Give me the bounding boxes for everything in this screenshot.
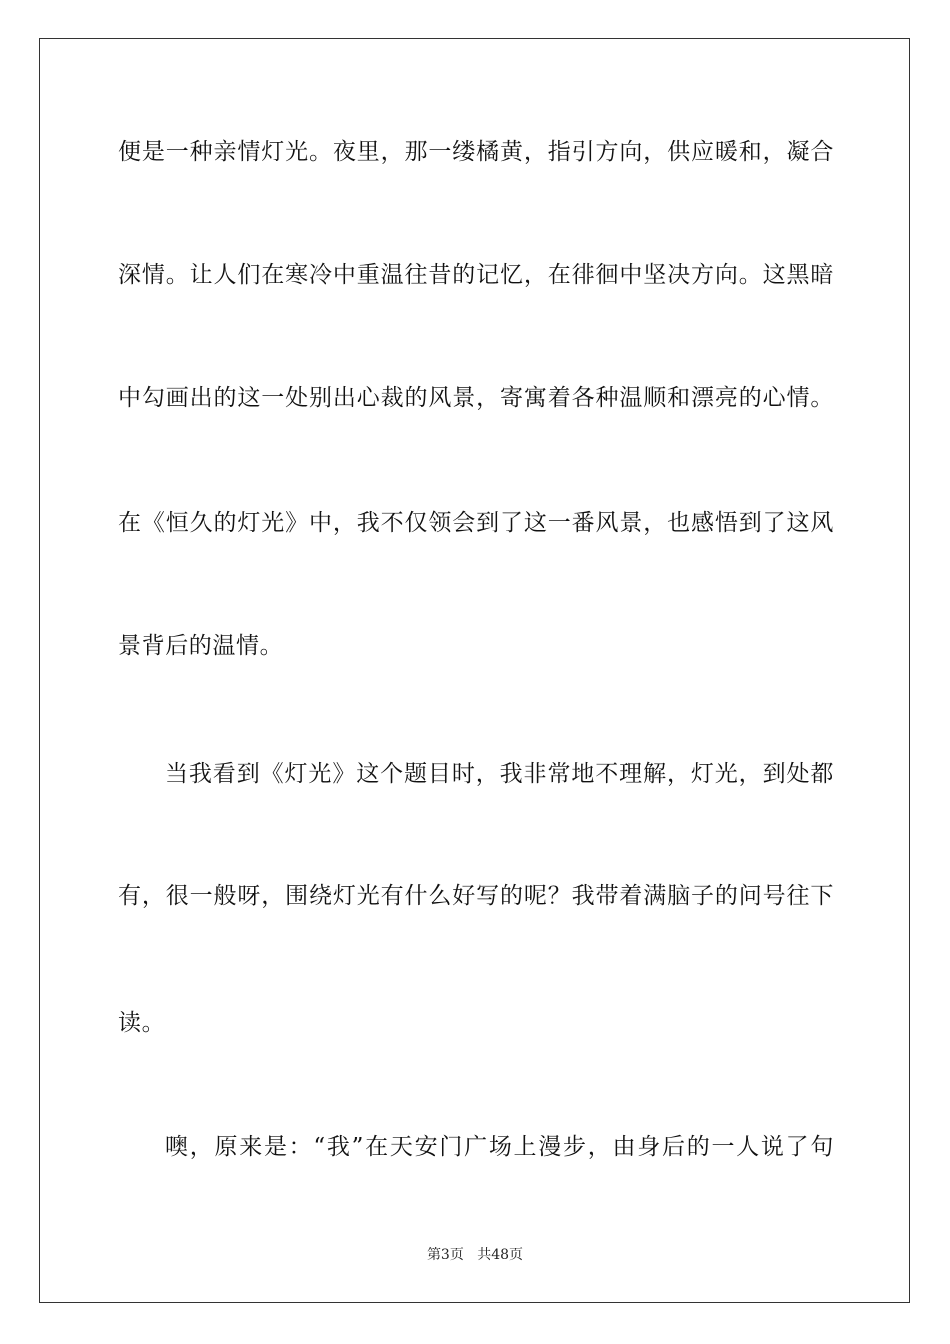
paragraph-line: 便是一种亲情灯光。夜里，那一缕橘黄，指引方向，供应暖和，凝合 [118,139,834,165]
paragraph-line: 读。 [118,1010,166,1036]
paragraph-line: 深情。让人们在寒冷中重温往昔的记忆，在徘徊中坚决方向。这黑暗 [118,262,834,288]
paragraph-line: 景背后的温情。 [118,633,284,659]
paragraph-line: 当我看到《灯光》这个题目时，我非常地不理解，灯光，到处都 [165,761,834,787]
page-number: 第3页 [426,1247,464,1263]
paragraph-line: 噢，原来是：“我”在天安门广场上漫步，由身后的一人说了句 [165,1134,834,1160]
paragraph-line: 中勾画出的这一处别出心裁的风景，寄寓着各种温顺和漂亮的心情。 [118,385,834,411]
page-footer [0,1246,950,1264]
paragraph-line: 在《恒久的灯光》中，我不仅领会到了这一番风景，也感悟到了这风 [118,510,834,536]
page-total: 共48页 [477,1247,524,1263]
page-frame [39,38,910,1303]
paragraph-line: 有，很一般呀，围绕灯光有什么好写的呢？我带着满脑子的问号往下 [118,883,834,909]
